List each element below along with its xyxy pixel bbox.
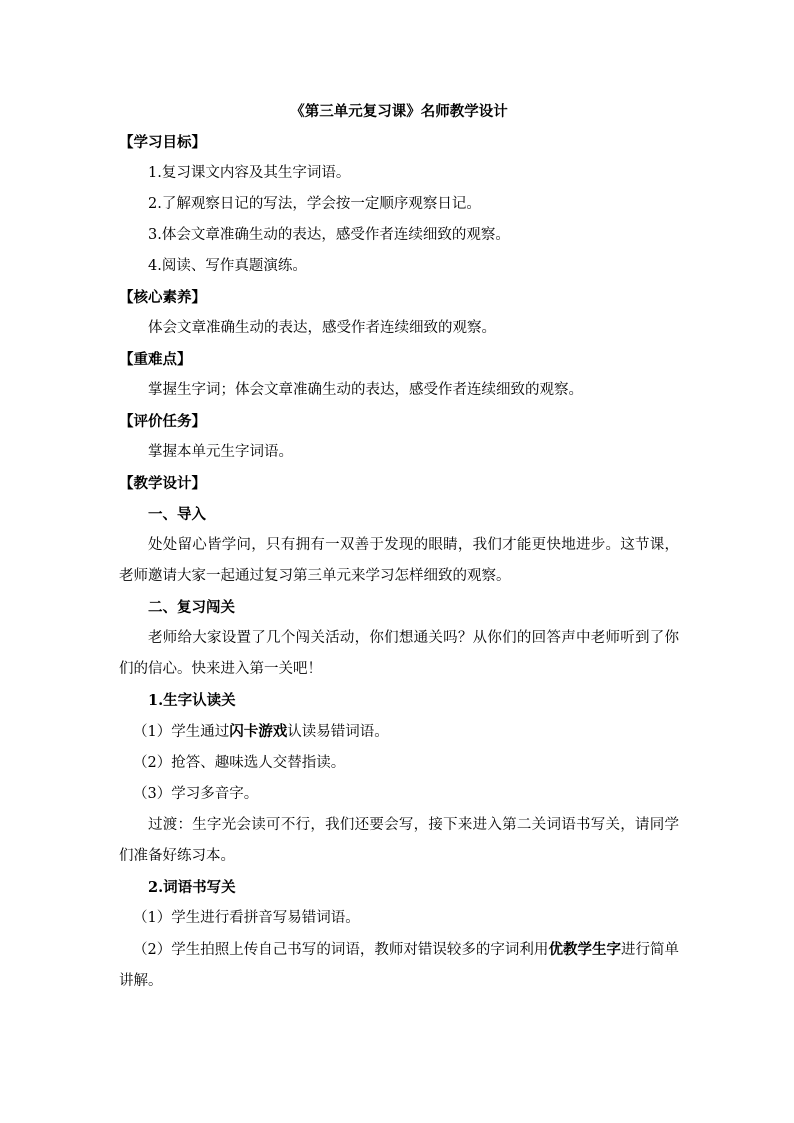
key-points-heading: 【重难点】: [119, 351, 192, 368]
flashcard-game-term: 闪卡游戏: [229, 723, 288, 740]
tool-name-term: 优教学生字: [548, 941, 621, 958]
part1-title: 一、导入: [148, 506, 206, 523]
level1-item: （3）学习多音字。: [133, 786, 259, 802]
objective-item: 2.了解观察日记的写法，学会按一定顺序观察日记。: [148, 196, 481, 212]
design-heading: 【教学设计】: [119, 475, 206, 492]
part2-title: 二、复习闯关: [148, 599, 235, 616]
level1-item1-prefix: （1）学生通过: [133, 724, 230, 740]
level2-item: （1）学生进行看拼音写易错词语。: [133, 910, 360, 926]
key-points-text: 掌握生字词；体会文章准确生动的表达，感受作者连续细致的观察。: [148, 382, 583, 398]
level1-item: （2）抢答、趣味选人交替指读。: [133, 755, 346, 771]
part1-text: 处处留心皆学问，只有拥有一双善于发现的眼睛，我们才能更快地进步。这节课，老师邀请大家一起通过复习第三单元来学习怎样细致的观察。: [119, 537, 679, 584]
document-title: 《第三单元复习课》名师教学设计: [290, 103, 508, 120]
objectives-heading: 【学习目标】: [119, 134, 206, 151]
literacy-text: 体会文章准确生动的表达，感受作者连续细致的观察。: [148, 320, 496, 336]
evaluation-text: 掌握本单元生字词语。: [148, 444, 293, 460]
level1-title: 1.生字认读关: [148, 692, 236, 709]
objective-item: 3.体会文章准确生动的表达，感受作者连续细致的观察。: [148, 227, 510, 243]
objective-item: 4.阅读、写作真题演练。: [148, 258, 307, 274]
level2-item: [119, 934, 679, 997]
level1-item1-suffix: 认读易错词语。: [287, 724, 389, 740]
level2-item2-suffix: 进行简单讲解。: [119, 942, 680, 989]
level2-title: 2.词语书写关: [148, 879, 236, 896]
literacy-heading: 【核心素养】: [119, 289, 206, 306]
part2-text: 老师给大家设置了几个闯关活动，你们想通关吗？从你们的回答声中老师听到了你们的信心。快来进入第一关吧！: [119, 630, 679, 677]
evaluation-heading: 【评价任务】: [119, 413, 206, 430]
objective-item: 1.复习课文内容及其生字词语。: [148, 165, 351, 181]
transition-text: 过渡：生字光会读可不行，我们还要会写，接下来进入第二关词语书写关，请同学们准备好练习本。: [119, 817, 679, 864]
level2-item2-prefix: （2）学生拍照上传自己书写的词语，教师对错误较多的字词利用: [133, 942, 549, 958]
document-page: [119, 96, 679, 997]
level1-item: [119, 716, 679, 748]
